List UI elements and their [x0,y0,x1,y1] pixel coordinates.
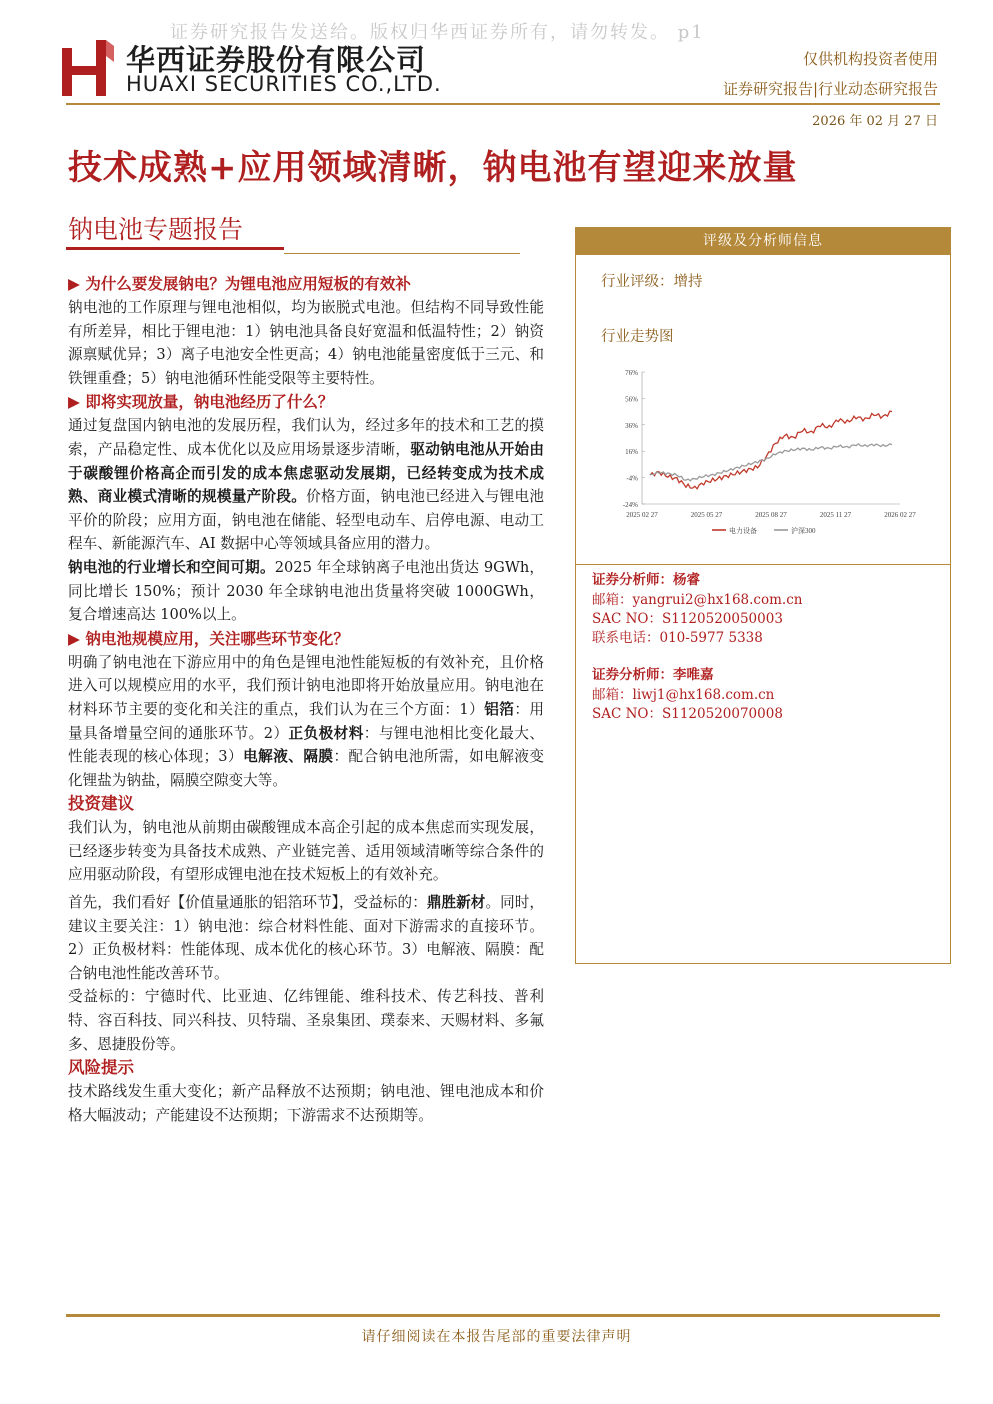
segment-aluminum-foil: 铝箔 [484,700,515,718]
chart-series-line-2 [650,444,892,481]
segment-electrode-materials: 正负极材料 [288,724,364,742]
analyst-2-email: 邮箱：liwj1@hx168.com.cn [592,687,775,703]
segment-electrolyte-separator: 电解液、隔膜 [243,748,334,766]
investment-beneficiaries: 受益标的：宁德时代、比亚迪、亿纬锂能、维科技术、传艺科技、普利特、容百科技、同兴科技、贝特瑞、圣泉集团、璞泰来、天赐材料、多氟多、恩捷股份等。 [68,988,544,1053]
history-text-c: 价格方面，钠电池已经进入与锂电池平价的阶段；应用方面，钠电池在储能、轻型电动车、启停电源、电动工程车、新能源汽车、AI 数据中心等领域具备应用的潜力。 [68,488,544,553]
chart-y-tick-label: 56% [625,395,638,404]
company-name-cn: 华西证券股份有限公司 [126,43,427,77]
investment-text-1: 我们认为，钠电池从前期由碳酸锂成本高企引起的成本焦虑而实现发展，已经逐步转变为具备技术成熟、产业链完善、适用领域清晰等综合条件的应用驱动阶段，有望形成锂电池在技术短板上的有效补充。 [68,819,544,884]
chart-legend-label: 电力设备 [729,527,757,535]
investment-text-2a: 首先，我们看好【价值量通胀的铝箔环节】，受益标的： [68,894,427,912]
subtitle-underline [66,247,284,250]
risk-text: 技术路线发生重大变化；新产品释放不达预期；钠电池、锂电池成本和价格大幅波动；产能建设不达预期；下游需求不达预期等。 [68,1083,544,1124]
section-heading-segments: ▶ 钠电池规模应用，关注哪些环节变化？ [68,628,349,648]
analyst-2-name: 证券分析师：李唯嘉 [592,667,714,683]
report-body [68,272,544,1127]
history-text-b: 驱动钠电池从开始由于碳酸锂价格高企而引发的成本焦虑驱动发展期，已经转变成为技术成熟、商业模式清晰的规模量产阶段。 [68,440,544,506]
industry-rating: 行业评级：增持 [601,274,703,290]
chart-x-tick-label: 2025 05 27 [690,511,723,519]
analyst-2-sac: SAC NO：S1120520070008 [592,706,783,722]
chart-x-tick-label: 2025 11 27 [819,511,852,519]
section-heading-history: ▶ 即将实现放量，钠电池经历了什么？ [68,392,334,412]
chart-x-tick-label: 2026 02 27 [884,511,916,519]
segments-text-b: ：用量具备增量空间的通胀环节。2） [68,700,544,742]
company-logo-icon [62,40,114,96]
panel-divider [576,564,950,565]
chart-y-tick-label: 76% [625,369,638,377]
section-text-why-sodium: 钠电池的工作原理与锂电池相似，均为嵌脱式电池。但结构不同导致性能有所差异，相比于锂电池：1）钠电池具备良好宽温和低温特性；2）钠资源禀赋优异；3）离子电池安全性更高；4）钠电池能量密度低于三元、和铁锂重叠；5）钠电池循环性能受限等主要特性。 [68,299,544,387]
chart-x-tick-label: 2025 02 27 [626,511,658,519]
chart-y-tick-label: -4% [626,474,638,483]
chart-y-tick-label: 36% [625,421,638,430]
section-heading-risk: 风险提示 [68,1058,134,1078]
segments-text-a: 明确了钠电池在下游应用中的角色是锂电池性能短板的有效补充，且价格进入可以规模应用的水平，我们预计钠电池即将开始放量应用。钠电池在材料环节主要的变化和关注的重点，我们认为在三个方面：1） [68,653,544,718]
analyst-1-email: 邮箱：yangrui2@hx168.com.cn [592,592,803,608]
chart-legend-label: 沪深300 [791,527,816,535]
investment-text-2c: 。同时，建议主要关注：1）钠电池：综合材料性能、面对下游需求的直接环节。2）正负极材料：性能体现、成本优化的核心环节。3）电解液、隔膜：配合钠电池性能改善环节。 [68,894,544,982]
segments-text-d: ：配合钠电池所需，如电解液变化锂盐为钠盐，隔膜空隙变大等。 [68,748,544,789]
footer-disclaimer: 请仔细阅读在本报告尾部的重要法律声明 [361,1329,632,1345]
watermark: 证券研究报告发送给。版权归华西证券所有，请勿转发。 p1 [170,22,705,43]
chart-y-tick-label: 16% [625,448,638,457]
investment-beneficiary-bold: 鼎胜新材 [426,894,486,912]
section-text-history [68,414,544,556]
investment-text-2 [68,891,544,985]
growth-text-bold: 钠电池的行业增长和空间可期。 [68,558,275,576]
analyst-panel-header: 评级及分析师信息 [576,228,950,255]
footer-divider [66,1314,940,1317]
segments-text-c: ：与锂电池相比变化最大、性能表现的核心体现；3） [68,724,544,766]
section-heading-investment: 投资建议 [68,794,134,814]
report-type: 证券研究报告|行业动态研究报告 [722,80,938,98]
header-divider [66,103,940,105]
company-name-en: HUAXI SECURITIES CO.,LTD. [126,72,442,96]
history-text-a: 通过复盘国内钠电池的发展历程，我们认为，经过多年的技术和工艺的摸索，产品稳定性、成本优化以及应用场景逐步清晰， [68,417,544,458]
industry-trend-chart [600,362,940,542]
report-title: 技术成熟+应用领域清晰，钠电池有望迎来放量 [68,148,798,188]
analyst-1-name: 证券分析师：杨睿 [592,572,700,588]
analyst-1-phone: 联系电话：010-5977 5338 [592,630,763,646]
report-date: 2026 年 02 月 27 日 [812,114,938,129]
section-heading-why-sodium: ▶ 为什么要发展钠电？为锂电池应用短板的有效补 [68,274,411,293]
audience-note: 仅供机构投资者使用 [802,50,938,68]
report-subtitle: 钠电池专题报告 [68,215,244,244]
chart-y-tick-label: -24% [622,501,638,509]
section-text-segments [68,651,544,793]
growth-text: 2025 年全球钠离子电池出货达 9GWh，同比增长 150%；预计 2030 年全球钠电池出货量将突破 1000GWh，复合增速高达 100%以上。 [68,558,544,624]
chart-series-line-1 [650,411,892,489]
trend-chart-label: 行业走势图 [601,329,674,345]
section-text-growth [68,556,544,627]
subtitle-rule [284,253,520,254]
chart-x-tick-label: 2025 08 27 [755,511,787,519]
analyst-1-sac: SAC NO：S1120520050003 [592,611,783,627]
